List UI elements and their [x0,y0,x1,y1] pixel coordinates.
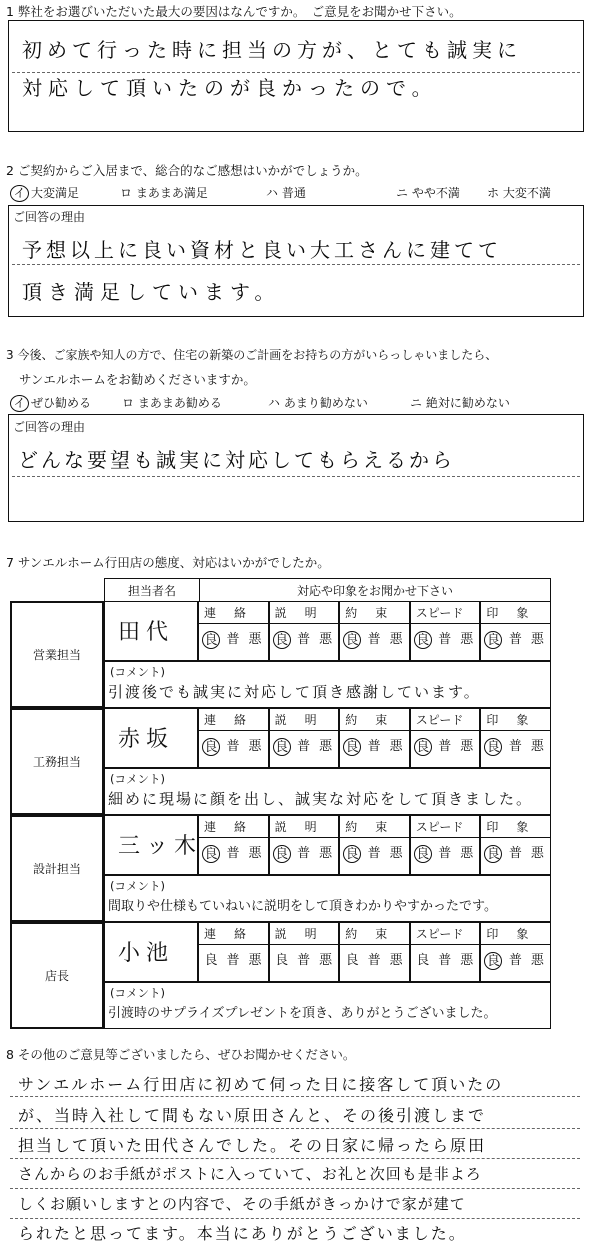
q8-answer-line-1: サンエルホーム行田店に初めて伺った日に接客して頂いたの [18,1075,504,1094]
rating-category-3-3: 約束 [345,820,406,834]
rating-category-4-1: 連絡 [204,927,265,941]
comment-label-1: (コメント) [110,665,165,679]
rating-divider-1-3 [339,623,410,624]
rating-category-1-2: 説明 [274,606,335,620]
q2-reason-label: ご回答の理由 [13,210,86,224]
staff-evaluation-table [10,578,551,602]
rating-option-1-3-3[interactable]: 悪 [389,632,403,647]
q8-answer-line-6: られたと思ってます。本当にありがとうございました。 [18,1224,467,1243]
q2-option-4[interactable]: ニ やや不満 [396,186,460,200]
rating-option-1-5-2[interactable]: 普 [508,632,522,647]
q8-answer-line-3: 担当して頂いた田代さんでした。その日家に帰ったら原田 [18,1136,487,1155]
rating-divider-3-1 [198,837,269,838]
staff-name-1: 田代 [118,620,175,645]
q3-divider [12,476,580,477]
q3-option-4[interactable]: ニ 絶対に勧めない [410,396,510,410]
rating-option-3-2-2[interactable]: 普 [297,846,311,861]
comment-label-4: (コメント) [110,986,165,1000]
q2-option-3[interactable]: ハ 普通 [266,186,306,200]
q8-answer-line-2: が、当時入社して間もない原田さんと、その後引渡しまで [18,1106,487,1125]
rating-category-1-4: スピード [415,606,464,620]
rating-option-1-5-1[interactable]: 良 [484,631,502,649]
rating-option-2-4-3[interactable]: 悪 [460,739,474,754]
rating-option-1-4-3[interactable]: 悪 [460,632,474,647]
rating-option-3-3-2[interactable]: 普 [367,846,381,861]
rating-option-4-1-3[interactable]: 悪 [248,953,262,968]
rating-option-1-3-1[interactable]: 良 [343,631,361,649]
rating-divider-4-3 [339,944,410,945]
rating-divider-3-3 [339,837,410,838]
rating-category-4-5: 印象 [486,927,547,941]
rating-option-3-4-1[interactable]: 良 [414,845,432,863]
rating-option-2-4-2[interactable]: 普 [438,739,452,754]
comment-text-1: 引渡後でも誠実に対応して頂き感謝しています。 [108,683,481,701]
q3-option-2[interactable]: ロ まあまあ勧める [122,396,222,410]
q1-answer-line-2: 対応して頂いたのが良かったので。 [22,76,438,100]
q2-option-1[interactable]: イ 大変満足 [10,184,79,202]
q8-answer-line-5: しくお願いしますとの内容で、その手紙がきっかけで家が建て [18,1195,466,1213]
comment-text-2: 細めに現場に顔を出し、誠実な対応をして頂きました。 [108,790,534,808]
rating-option-3-4-3[interactable]: 悪 [460,846,474,861]
rating-option-4-4-2[interactable]: 普 [438,953,452,968]
rating-option-4-4-1[interactable]: 良 [416,953,430,968]
rating-option-4-5-2[interactable]: 普 [508,953,522,968]
q2-option-5[interactable]: ホ 大変不満 [487,186,551,200]
staff-role-2: 工務担当 [10,708,104,815]
rating-option-2-3-3[interactable]: 悪 [389,739,403,754]
q3-question-line-2: サンエルホームをお勧めくださいますか。 [19,372,256,387]
rating-option-3-5-1[interactable]: 良 [484,845,502,863]
rating-category-3-4: スピード [415,820,464,834]
rating-option-2-3-2[interactable]: 普 [367,739,381,754]
q3-reason-label: ご回答の理由 [13,420,86,434]
rating-option-3-4-2[interactable]: 普 [438,846,452,861]
rating-divider-1-5 [480,623,551,624]
q3-option-1[interactable]: イ ぜひ勧める [10,394,91,412]
rating-option-2-5-3[interactable]: 悪 [530,739,544,754]
staff-role-4: 店長 [10,922,104,1029]
rating-divider-1-2 [269,623,340,624]
rating-option-4-2-2[interactable]: 普 [297,953,311,968]
q3-option-3[interactable]: ハ あまり勧めない [268,396,368,410]
header-name: 担当者名 [105,579,200,602]
q1-question: 1 弊社をお選びいただいた最大の要因はなんですか。 ご意見をお聞かせ下さい。 [6,4,462,19]
rating-option-4-4-3[interactable]: 悪 [460,953,474,968]
rating-divider-3-4 [410,837,481,838]
rating-option-1-5-3[interactable]: 悪 [530,632,544,647]
rating-option-2-2-3[interactable]: 悪 [319,739,333,754]
rating-category-1-5: 印象 [486,606,547,620]
rating-divider-2-5 [480,730,551,731]
rating-option-4-5-3[interactable]: 悪 [530,953,544,968]
rating-option-1-2-3[interactable]: 悪 [319,632,333,647]
table-corner [10,579,105,602]
rating-option-2-1-3[interactable]: 悪 [248,739,262,754]
rating-option-4-3-3[interactable]: 悪 [389,953,403,968]
q3-question-line-1: 3 今後、ご家族や知人の方で、住宅の新築のご計画をお持ちの方がいらっしゃいましたら、 [6,348,498,362]
rating-category-3-5: 印象 [486,820,547,834]
rating-category-2-3: 約束 [345,713,406,727]
rating-option-4-1-1[interactable]: 良 [204,953,218,968]
rating-category-3-2: 説明 [274,820,335,834]
comment-text-4: 引渡時のサプライズプレゼントを頂き、ありがとうございました。 [108,1006,497,1021]
rating-option-4-3-1[interactable]: 良 [345,953,359,968]
rating-option-2-5-2[interactable]: 普 [508,739,522,754]
q2-answer-line-1: 予想以上に良い資材と良い大工さんに建てて [22,238,502,262]
staff-role-3: 設計担当 [10,815,104,922]
rating-divider-2-3 [339,730,410,731]
rating-category-2-2: 説明 [274,713,335,727]
rating-option-4-2-1[interactable]: 良 [275,953,289,968]
rating-category-2-1: 連絡 [204,713,265,727]
rating-category-4-3: 約束 [345,927,406,941]
q8-answer-line-4: さんからのお手紙がポストに入っていて、お礼と次回も是非よろ [18,1165,482,1183]
rating-divider-4-5 [480,944,551,945]
rating-option-1-4-1[interactable]: 良 [414,631,432,649]
rating-divider-3-5 [480,837,551,838]
rating-category-4-2: 説明 [274,927,335,941]
rating-divider-2-4 [410,730,481,731]
rating-option-1-1-1[interactable]: 良 [202,631,220,649]
rating-divider-3-2 [269,837,340,838]
rating-option-4-2-3[interactable]: 悪 [319,953,333,968]
rating-option-3-3-1[interactable]: 良 [343,845,361,863]
q2-option-2[interactable]: ロ まあまあ満足 [120,186,208,200]
rating-divider-2-1 [198,730,269,731]
rating-divider-4-4 [410,944,481,945]
q2-answer-line-2: 頂き満足しています。 [22,280,281,304]
rating-option-4-5-1[interactable]: 良 [484,952,502,970]
rating-option-3-1-2[interactable]: 普 [226,846,240,861]
rating-divider-2-2 [269,730,340,731]
rating-option-3-3-3[interactable]: 悪 [389,846,403,861]
staff-name-2: 赤坂 [118,727,175,752]
rating-option-3-2-3[interactable]: 悪 [319,846,333,861]
rating-option-2-1-2[interactable]: 普 [226,739,240,754]
rating-divider-4-1 [198,944,269,945]
rating-option-3-5-2[interactable]: 普 [508,846,522,861]
q2-question: 2 ご契約からご入居まで、総合的なご感想はいかがでしょうか。 [6,163,368,178]
rating-category-2-5: 印象 [486,713,547,727]
rating-category-1-3: 約束 [345,606,406,620]
rating-option-1-1-2[interactable]: 普 [226,632,240,647]
rating-option-3-5-3[interactable]: 悪 [530,846,544,861]
rating-option-1-2-2[interactable]: 普 [297,632,311,647]
q1-answer-line-1: 初めて行った時に担当の方が、とても誠実に [22,38,522,62]
comment-text-3: 間取りや仕様もていねいに説明をして頂きわかりやすかったです。 [108,899,497,914]
rating-option-4-3-2[interactable]: 普 [367,953,381,968]
staff-name-3: 三ッ木 [118,834,203,859]
q8-question: 8 その他のご意見等ございましたら、ぜひお聞かせください。 [6,1047,356,1062]
rating-category-3-1: 連絡 [204,820,265,834]
rating-divider-1-1 [198,623,269,624]
rating-option-1-1-3[interactable]: 悪 [248,632,262,647]
rating-option-3-1-1[interactable]: 良 [202,845,220,863]
rating-option-1-2-1[interactable]: 良 [273,631,291,649]
rating-option-3-2-1[interactable]: 良 [273,845,291,863]
comment-label-2: (コメント) [110,772,165,786]
rating-divider-4-2 [269,944,340,945]
rating-option-2-2-1[interactable]: 良 [273,738,291,756]
rating-option-1-3-2[interactable]: 普 [367,632,381,647]
rating-option-2-5-1[interactable]: 良 [484,738,502,756]
rating-option-2-2-2[interactable]: 普 [297,739,311,754]
q2-divider [12,264,580,265]
q3-answer-line-1: どんな要望も誠実に対応してもらえるから [18,448,455,472]
header-ratings: 対応や印象をお聞かせ下さい [200,579,551,602]
rating-category-1-1: 連絡 [204,606,265,620]
rating-option-2-3-1[interactable]: 良 [343,738,361,756]
comment-label-3: (コメント) [110,879,165,893]
rating-category-4-4: スピード [415,927,464,941]
q8-answer-area [10,1066,590,1243]
staff-name-4: 小池 [118,941,175,966]
rating-option-1-4-2[interactable]: 普 [438,632,452,647]
rating-option-2-4-1[interactable]: 良 [414,738,432,756]
rating-option-4-1-2[interactable]: 普 [226,953,240,968]
staff-role-1: 営業担当 [10,601,104,708]
rating-category-2-4: スピード [415,713,464,727]
rating-option-3-1-3[interactable]: 悪 [248,846,262,861]
q7-question: 7 サンエルホーム行田店の態度、対応はいかがでしたか。 [6,555,330,570]
rating-option-2-1-1[interactable]: 良 [202,738,220,756]
rating-divider-1-4 [410,623,481,624]
